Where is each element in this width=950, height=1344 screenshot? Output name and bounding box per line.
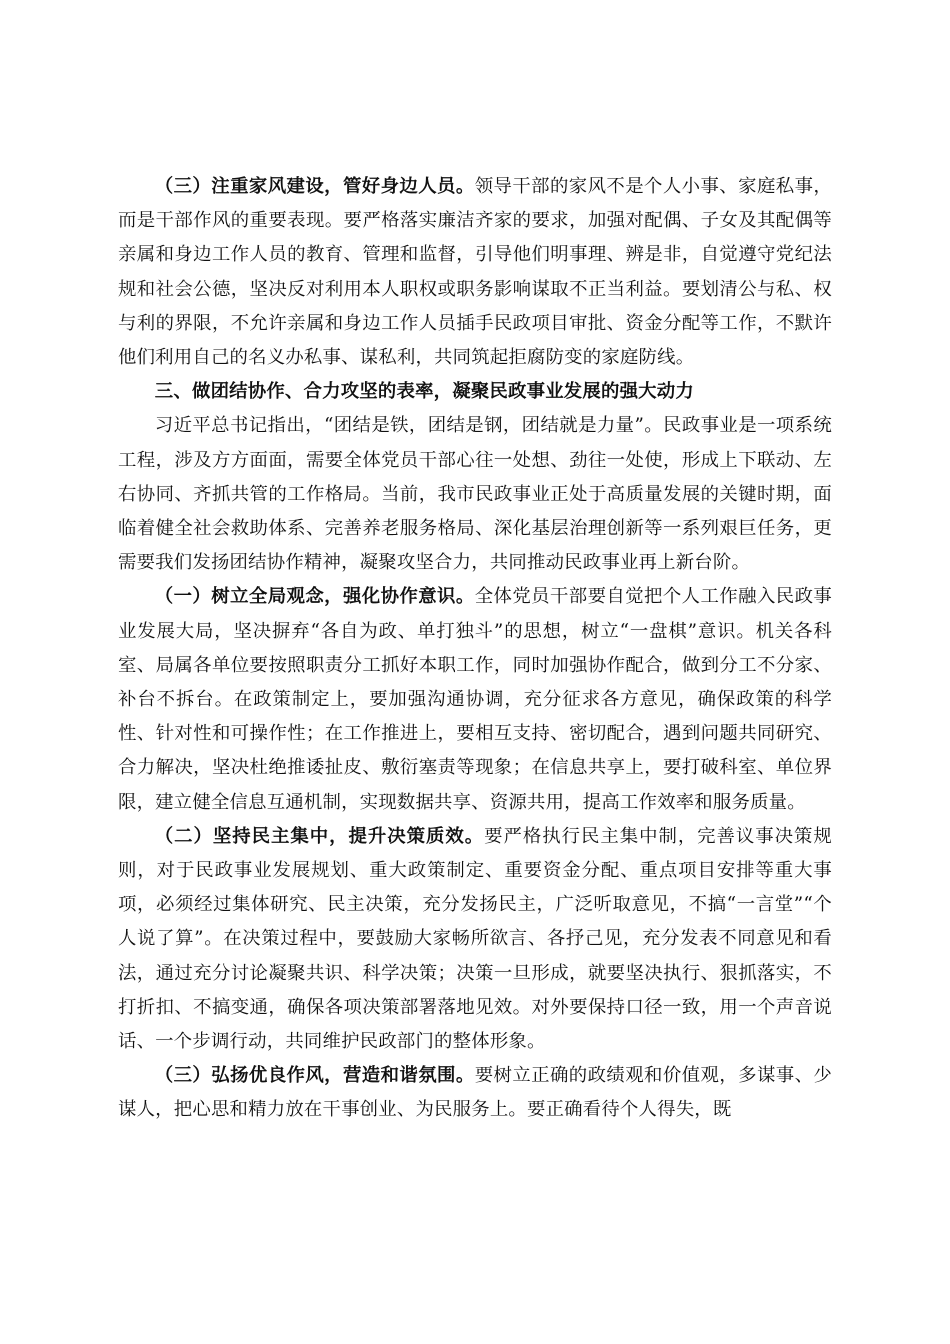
paragraph-democratic-centralism: [118, 820, 832, 1059]
paragraph-good-style: [118, 1059, 832, 1127]
paragraph-text: 要严格执行民主集中制，完善议事决策规则，对于民政事业发展规划、重大政策制定、重要资金分配、重点项目安排等重大事项，必须经过集体研究、民主决策，充分发扬民主，广泛听取意见，不搞“一言堂”“个人说了算”。在决策过程中，要鼓励大家畅所欲言、各抒己见，充分发表不同意见和看法，通过充分讨论凝聚共识、科学决策；决策一旦形成，就要坚决执行、狠抓落实，不打折扣、不搞变通，确保各项决策部署落地见效。对外要保持口径一致，用一个声音说话、一个步调行动，共同维护民政部门的整体形象。: [118, 825, 832, 1053]
paragraph-unity-intro: [118, 409, 832, 580]
paragraph-text: 领导干部的家风不是个人小事、家庭私事，而是干部作风的重要表现。要严格落实廉洁齐家的要求，加强对配偶、子女及其配偶等亲属和身边工作人员的教育、管理和监督，引导他们明事理、辨是非，自觉遵守党纪法规和社会公德，坚决反对利用本人职权或职务影响谋取不正当利益。要划清公与私、权与利的界限，不允许亲属和身边工作人员插手民政项目审批、资金分配等工作，不默许他们利用自己的名义办私事、谋私利，共同筑起拒腐防变的家庭防线。: [118, 176, 832, 369]
paragraph-text: 要树立正确的政绩观和价值观，多谋事、少谋人，把心思和精力放在干事创业、为民服务上。要正确看待个人得失，既: [118, 1065, 832, 1121]
paragraph-family-style: [118, 170, 832, 375]
paragraph-lead: （一）树立全局观念，强化协作意识。: [154, 586, 475, 608]
paragraph-text: 全体党员干部要自觉把个人工作融入民政事业发展大局，坚决摒弃“各自为政、单打独斗”的思想，树立“一盘棋”意识。机关各科室、局属各单位要按照职责分工抓好本职工作，同时加强协作配合，做到分工不分家、补台不拆台。在政策制定上，要加强沟通协调，充分征求各方意见，确保政策的科学性、针对性和可操作性；在工作推进上，要相互支持、密切配合，遇到问题共同研究、合力解决，坚决杜绝推诿扯皮、敷衍塞责等现象；在信息共享上，要打破科室、单位界限，建立健全信息互通机制，实现数据共享、资源共用，提高工作效率和服务质量。: [118, 586, 832, 813]
paragraph-lead: （二）坚持民主集中，提升决策质效。: [154, 825, 485, 847]
paragraph-lead: （三）弘扬优良作风，营造和谐氛围。: [154, 1065, 475, 1087]
paragraph-text: 习近平总书记指出，“团结是铁，团结是钢，团结就是力量”。民政事业是一项系统工程，涉及方方面面，需要全体党员干部心往一处想、劲往一处使，形成上下联动、左右协同、齐抓共管的工作格局。当前，我市民政事业正处于高质量发展的关键时期，面临着健全社会救助体系、完善养老服务格局、深化基层治理创新等一系列艰巨任务，更需要我们发扬团结协作精神，凝聚攻坚合力，共同推动民政事业再上新台阶。: [118, 415, 832, 574]
section-heading-three: [118, 375, 832, 409]
paragraph-lead: （三）注重家风建设，管好身边人员。: [154, 176, 475, 197]
document-page: [118, 170, 832, 1128]
heading-text: 三、做团结协作、合力攻坚的表率，凝聚民政事业发展的强大动力: [154, 381, 694, 403]
paragraph-overall-view: [118, 580, 832, 819]
